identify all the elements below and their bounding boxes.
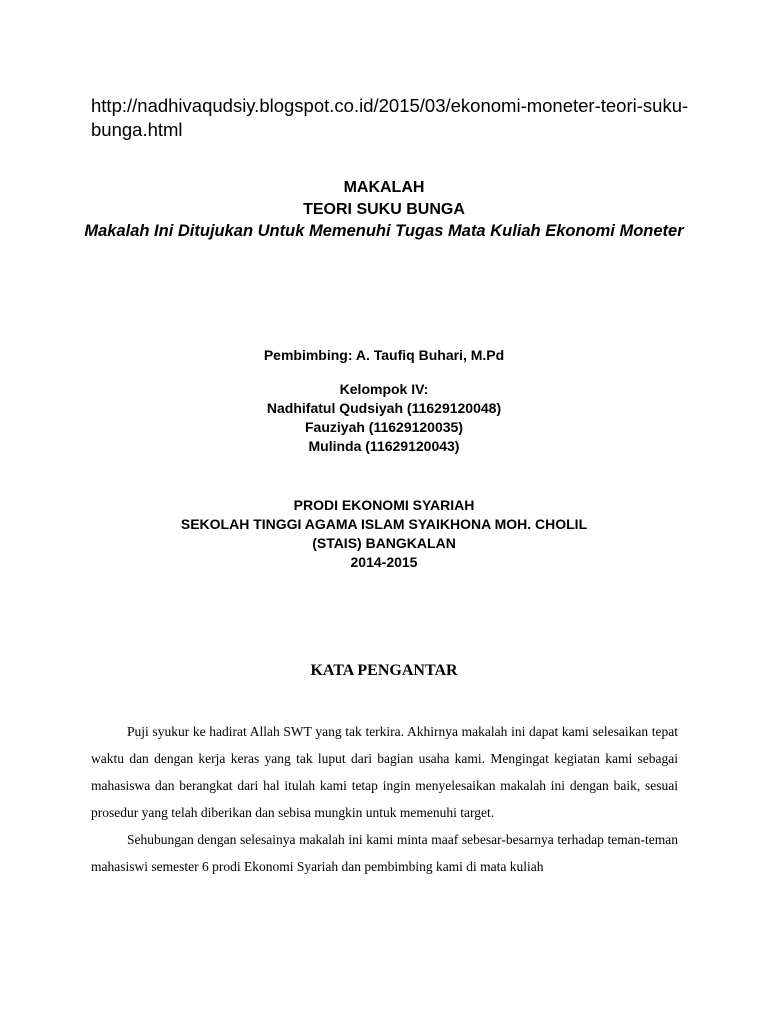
group-label: Kelompok IV:	[339, 381, 429, 397]
group-member: Fauziyah (11629120035)	[305, 419, 463, 435]
preface-paragraph: Sehubungan dengan selesainya makalah ini kami minta maaf sebesar-besarnya terhadap teman-teman mahasiswi semester 6 prodi Ekonomi Syariah dan pembimbing kami di mata kuliah	[91, 832, 678, 874]
cover-title: TEORI SUKU BUNGA	[303, 201, 465, 218]
group-member: Nadhifatul Qudsiyah (11629120048)	[266, 400, 502, 416]
academic-year: 2014-2015	[350, 554, 418, 570]
preface-paragraph: Puji syukur ke hadirat Allah SWT yang tak terkira. Akhirnya makalah ini dapat kami selesaikan tepat waktu dan dengan kerja keras yang tak luput dari bagian usaha kami. Mengingat kegiatan kami sebagai mahasiswa dan berangkat dari hal itulah kami tetap ingin menyelesaikan makalah ini dengan baik, sesuai prosedur yang telah diberikan dan sebisa mungkin untuk memenuhi target.	[91, 724, 678, 820]
supervisor: Pembimbing: A. Taufiq Buhari, M.Pd	[263, 347, 505, 363]
people-block	[60, 346, 708, 456]
cover-subtitle: Makalah Ini Ditujukan Untuk Memenuhi Tugas Mata Kuliah Ekonomi Moneter	[84, 222, 684, 240]
cover-label: MAKALAH	[343, 179, 425, 196]
preface-title: KATA PENGANTAR	[310, 662, 458, 679]
school-city: (STAIS) BANGKALAN	[312, 535, 456, 551]
source-url: http://nadhivaqudsiy.blogspot.co.id/2015/03/ekonomi-moneter-teori-suku-bunga.html	[91, 95, 689, 140]
school-name: SEKOLAH TINGGI AGAMA ISLAM SYAIKHONA MOH. CHOLIL	[180, 516, 588, 532]
preface-body	[91, 718, 678, 880]
group-member: Mulinda (11629120043)	[308, 438, 460, 454]
program-name: PRODI EKONOMI SYARIAH	[293, 497, 475, 513]
institution-block	[60, 496, 708, 572]
cover-title-block	[60, 177, 708, 242]
